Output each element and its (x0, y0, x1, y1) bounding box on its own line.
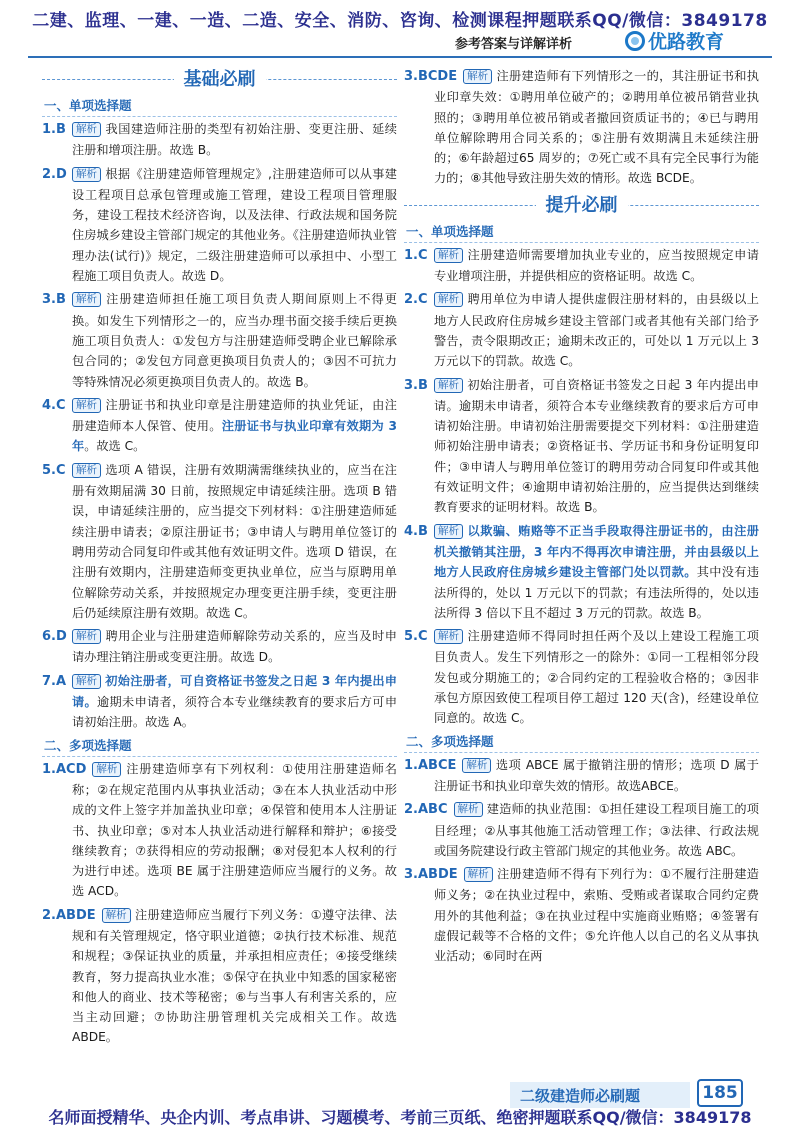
analysis-tag: 解析 (464, 867, 493, 882)
left-column (42, 66, 397, 1051)
answer-item: 5.C 解析 选项 A 错误，注册有效期满需继续执业的，应当在注册有效期届满 30 日前，按照规定申请延续注册。选项 B 错误，申请延续注册的，应当提交下列材料：①注册建造师延续注册申请表；②原注册证书；③申请人与聘用单位签订的聘用劳动合同复印件或其他有效证明文件。选项 D 错误，在注册有效期内，注册建造师变更执业单位，应当与原聘用单位解除劳动关系，并按照规定办理变更注册手续，变更注册后仍延续原注册有效期。故选 C。 (42, 462, 397, 620)
answer-item: 1.B 解析 我国建造师注册的类型有初始注册、变更注册、延续注册和增项注册。故选 B。 (42, 122, 397, 158)
analysis-tag: 解析 (102, 908, 131, 923)
subsection-single-choice: 一、单项选择题 (42, 96, 397, 117)
book-title: 二级建造师必刷题 (520, 1087, 641, 1105)
section-title-advanced: 提升必刷 (404, 192, 759, 220)
analysis-tag: 解析 (454, 802, 483, 817)
right-column (404, 66, 759, 970)
header-divider (28, 56, 772, 58)
answer-item: 1.ACD 解析 注册建造师享有下列权利：①使用注册建造师名称；②在规定范围内从事执业活动；③在本人执业活动中形成的文件上签字并加盖执业印章；④保管和使用本人注册证书、执业印章；⑤对本人执业活动进行解释和辩护；⑥接受继续教育；⑦获得相应的劳动报酬；⑧对侵犯本人权利的行为进行申述。选项 BE 属于注册建造师应当履行的义务。故选 ACD。 (42, 761, 397, 899)
answer-item: 4.B 解析 以欺骗、贿赂等不正当手段取得注册证书的，由注册机关撤销其注册，3 年内不得再次申请注册，并由县级以上地方人民政府住房城乡建设主管部门处以罚款。其中没有违法所得的，处以 1 万元以下的罚款；有违法所得的，处以违法所得 3 倍以下且不超过 3 万元的罚款。故选 B。 (404, 523, 760, 620)
answer-item: 5.C 解析 注册建造师不得同时担任两个及以上建设工程施工项目负责人。发生下列情形之一的除外：①同一工程相邻分段发包或分期施工的；②合同约定的工程验收合格的；③因非承包方原因致使工程项目停工超过 120 天(含)，经建设单位同意的。故选 C。 (404, 629, 759, 726)
page-number: 185 (697, 1079, 743, 1107)
analysis-tag: 解析 (72, 122, 101, 137)
header-subtitle: 参考答案与详解详析 (455, 37, 573, 52)
analysis-tag: 解析 (72, 629, 101, 644)
subsection-multi-choice: 二、多项选择题 (404, 732, 759, 753)
highlight-text: 注册证书与执业印章有效期为 3 年 (72, 419, 397, 454)
analysis-tag: 解析 (434, 378, 463, 393)
answer-item: 6.D 解析 聘用企业与注册建造师解除劳动关系的，应当及时申请办理注销注册或变更注册。故选 D。 (42, 629, 397, 665)
analysis-tag: 解析 (72, 398, 101, 413)
analysis-tag: 解析 (463, 69, 492, 84)
answer-item: 2.C 解析 聘用单位为申请人提供虚假注册材料的，由县级以上地方人民政府住房城乡建设主管部门或者其他有关部门给予警告，责令限期改正；逾期未改正的，可处以 1 万元以上 3 万元以下的罚款。故选 C。 (404, 292, 759, 369)
logo-text: 优路教育 (648, 31, 725, 53)
analysis-tag: 解析 (434, 248, 463, 263)
subsection-multi-choice: 二、多项选择题 (42, 736, 397, 757)
analysis-tag: 解析 (434, 629, 463, 644)
analysis-tag: 解析 (72, 463, 101, 478)
analysis-tag: 解析 (434, 524, 463, 539)
analysis-tag: 解析 (72, 674, 101, 689)
logo-icon (625, 31, 645, 51)
answer-item: 3.B 解析 初始注册者，可自资格证书签发之日起 3 年内提出申请。逾期未申请者，须符合本专业继续教育的要求后方可申请初始注册。申请初始注册需要提交下列材料：①注册建造师初始注册申请表；②资格证书、学历证书和身份证明复印件；③申请人与聘用单位签订的聘用劳动合同复印件或其他有效证明文件；④逾期申请初始注册的，应当提供达到继续教育要求的证明材料。故选 B。 (404, 377, 759, 515)
section-title-basic: 基础必刷 (42, 66, 397, 94)
highlight-text: 以欺骗、贿赂等不正当手段取得注册证书的，由注册机关撤销其注册，3 年内不得再次申请注册，并由县级以上地方人民政府住房城乡建设主管部门处以罚款。 (434, 523, 759, 580)
answer-item: 3.B 解析 注册建造师担任施工项目负责人期间原则上不得更换。如发生下列情形之一的，应当办理书面交接手续后更换施工项目负责人：①发包方与注册建造师受聘企业已解除承包合同的；②发包方同意更换项目负责人的；③因不可抗力等特殊情况必须更换项目负责人的。故选 B。 (42, 292, 397, 389)
answer-item: 2.ABC 解析 建造师的执业范围：①担任建设工程项目施工的项目经理；②从事其他施工活动管理工作；③法律、行政法规或国务院建设行政主管部门规定的其他业务。故选 ABC。 (404, 802, 759, 858)
logo (625, 27, 724, 54)
analysis-tag: 解析 (462, 758, 491, 773)
answer-item: 4.C 解析 注册证书和执业印章是注册建造师的执业凭证，由注册建造师本人保管、使用。注册证书与执业印章有效期为 3 年。故选 C。 (42, 397, 397, 454)
subsection-single-choice: 一、单项选择题 (404, 222, 759, 243)
top-banner: 二建、监理、一建、一造、二造、安全、消防、咨询、检测课程押题联系QQ/微信：3849178 (32, 11, 768, 31)
analysis-tag: 解析 (72, 292, 101, 307)
highlight-text: 初始注册者，可自资格证书签发之日起 3 年内提出申请。 (72, 673, 397, 710)
answer-item: 3.BCDE 解析 注册建造师有下列情形之一的，其注册证书和执业印章失效：①聘用单位破产的；②聘用单位被吊销营业执照的；③聘用单位被吊销或者撤回资质证书的；④已与聘用单位解除聘用合同关系的；⑤注册有效期满且未延续注册的；⑥年龄超过65 周岁的；⑦死亡或不具有完全民事行为能力的；⑧其他导致注册失效的情形。故选 BCDE。 (404, 69, 759, 186)
answer-item: 1.ABCE 解析 选项 ABCE 属于撤销注册的情形；选项 D 属于注册证书和执业印章失效的情形。故选ABCE。 (404, 757, 759, 793)
analysis-tag: 解析 (92, 762, 121, 777)
analysis-tag: 解析 (72, 167, 101, 182)
answer-item: 3.ABDE 解析 注册建造师不得有下列行为：①不履行注册建造师义务；②在执业过程中，索贿、受贿或者谋取合同约定费用外的其他利益；③在执业过程中实施商业贿赂；④签署有虚假记载等不合格的文件；⑤允许他人以自己的名义从事执业活动；⑥同时在两 (404, 867, 759, 964)
answer-item: 1.C 解析 注册建造师需要增加执业专业的，应当按照规定申请专业增项注册，并提供相应的资格证明。故选 C。 (404, 247, 759, 284)
bottom-banner: 名师面授精华、央企内训、考点串讲、习题模考、考前三页纸、绝密押题联系QQ/微信：3849178 (48, 1108, 752, 1127)
analysis-tag: 解析 (434, 292, 463, 307)
answer-item: 2.D 解析 根据《注册建造师管理规定》,注册建造师可以从事建设工程项目总承包管理或施工管理，建设工程项目管理服务，建设工程技术经济咨询，以及法律、行政法规和国务院住房城乡建设主管部门规定的其他业务。《注册建造师执业管理办法(试行)》规定，二级注册建造师可以承担中、小型工程施工项目负责人。故选 D。 (42, 166, 397, 284)
answer-item: 7.A 解析 初始注册者，可自资格证书签发之日起 3 年内提出申请。逾期未申请者，须符合本专业继续教育的要求后方可申请初始注册。故选 A。 (42, 673, 398, 730)
answer-item: 2.ABDE 解析 注册建造师应当履行下列义务：①遵守法律、法规和有关管理规定，恪守职业道德；②执行技术标准、规范和规程；③保证执业的质量，并承担相应责任；④接受继续教育，努力提高执业水准；⑤保守在执业中知悉的国家秘密和他人的商业、技术等秘密；⑥与当事人有利害关系的，应当主动回避；⑦协助注册管理机关完成相关工作。故选ABDE。 (42, 907, 397, 1045)
